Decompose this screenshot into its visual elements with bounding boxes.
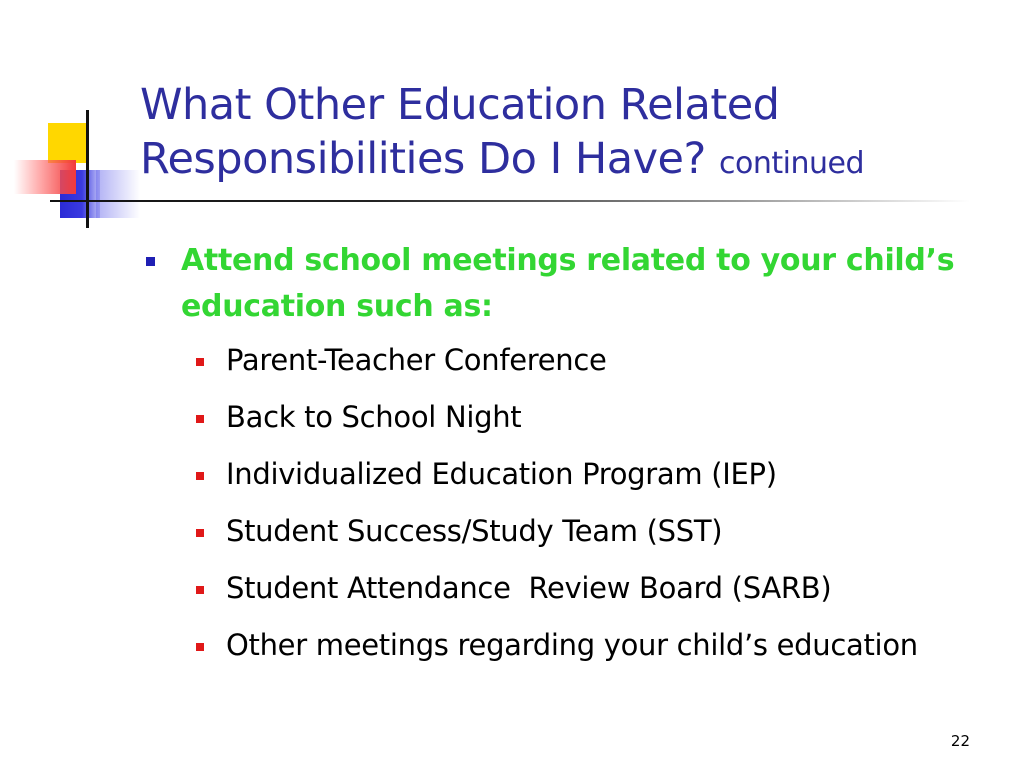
list-item	[196, 397, 996, 437]
square-bullet-icon	[196, 358, 204, 366]
list-item-text: Back to School Night	[226, 400, 522, 434]
list-item-text: Student Attendance Review Board (SARB)	[226, 571, 832, 605]
slide-title	[140, 78, 1000, 191]
list-item	[196, 340, 996, 380]
title-underline	[50, 200, 970, 202]
list-item	[196, 511, 996, 551]
vertical-rule	[86, 110, 89, 228]
list-item-text: Student Success/Study Team (SST)	[226, 514, 723, 548]
list-item	[196, 454, 996, 494]
title-suffix: continued	[719, 146, 864, 181]
sub-bullet-list	[196, 340, 996, 682]
list-item	[196, 625, 996, 665]
square-bullet-icon	[196, 586, 204, 594]
page-number: 22	[950, 732, 970, 750]
yellow-square-icon	[48, 123, 88, 163]
list-item-text: Individualized Education Program (IEP)	[226, 457, 777, 491]
main-bullet-text: Attend school meetings related to your child’s education such as:	[181, 243, 955, 324]
list-item	[196, 568, 996, 608]
blue-fade-icon	[96, 170, 140, 218]
list-item-text: Other meetings regarding your child’s education	[226, 628, 918, 662]
square-bullet-icon	[196, 643, 204, 651]
square-bullet-icon	[196, 529, 204, 537]
title-line-2: Responsibilities Do I Have?	[140, 134, 706, 184]
square-bullet-icon	[196, 472, 204, 480]
list-item-text: Parent-Teacher Conference	[226, 343, 607, 377]
red-square-icon	[14, 160, 76, 194]
square-bullet-icon	[146, 257, 155, 266]
decorative-logo-icon	[0, 0, 140, 240]
title-line-1: What Other Education Related	[140, 80, 780, 130]
square-bullet-icon	[196, 415, 204, 423]
